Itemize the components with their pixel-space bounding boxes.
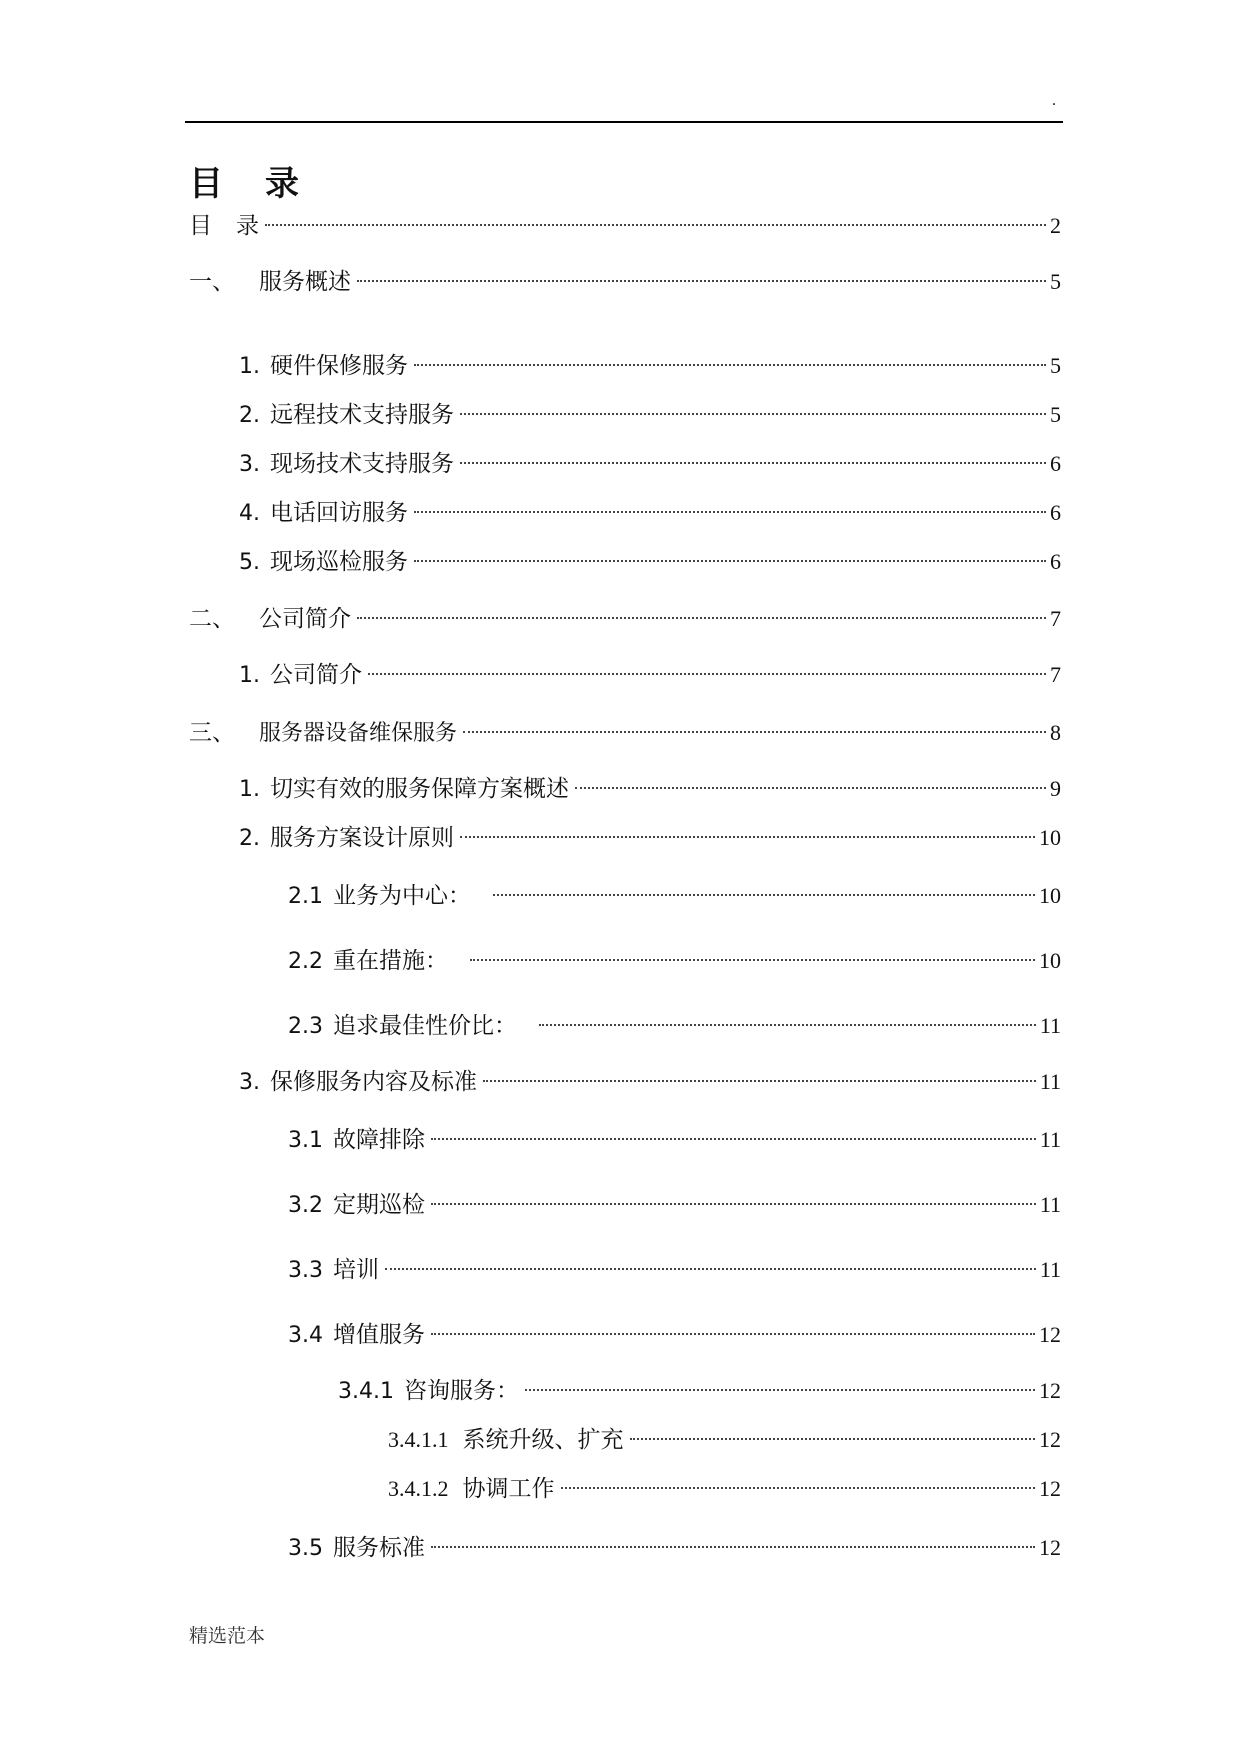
toc-entry-title: 切实有效的服务保障方案概述 xyxy=(270,776,569,802)
toc-entry-title: 服务概述 xyxy=(259,269,351,295)
dot-leader xyxy=(368,673,1046,675)
toc-entry-3[interactable] xyxy=(189,717,1061,749)
header-rule xyxy=(185,121,1063,123)
toc-entry-page: 12 xyxy=(1039,1427,1061,1452)
toc-entry-page: 11 xyxy=(1039,1127,1061,1152)
toc-entry-page: 8 xyxy=(1050,720,1061,745)
dot-leader xyxy=(483,1080,1036,1082)
toc-entry-number: 3. xyxy=(239,1070,260,1095)
dot-leader xyxy=(539,1024,1036,1026)
toc-entry-number: 1. xyxy=(239,663,260,688)
toc-entry-number: 3.2 xyxy=(288,1193,323,1218)
toc-entry-number: 5. xyxy=(239,550,260,575)
dot-leader xyxy=(575,787,1046,789)
toc-entry-title: 服务器设备维保服务 xyxy=(259,721,458,746)
dot-leader xyxy=(525,1389,1035,1391)
toc-entry-page: 11 xyxy=(1039,1257,1061,1282)
toc-entry-page: 5 xyxy=(1050,353,1061,378)
toc-entry-number: 1. xyxy=(239,777,260,802)
toc-entry-3-2[interactable] xyxy=(239,822,1061,854)
dot-leader xyxy=(630,1438,1036,1440)
toc-entry-title: 电话回访服务 xyxy=(270,500,408,526)
toc-entry-title: 现场巡检服务 xyxy=(270,549,408,575)
toc-entry-page: 12 xyxy=(1039,1535,1061,1560)
toc-entry-1[interactable] xyxy=(189,266,1061,298)
toc-entry-number: 2. xyxy=(239,826,260,851)
toc-entry-3-3-1[interactable] xyxy=(288,1124,1061,1156)
toc-entry-1-1[interactable] xyxy=(239,350,1061,382)
dot-leader xyxy=(460,413,1046,415)
toc-entry-page: 5 xyxy=(1050,269,1061,294)
toc-entry-title: 保修服务内容及标准 xyxy=(270,1069,477,1095)
toc-entry-3-3[interactable] xyxy=(239,1066,1061,1098)
toc-entry-3-2-2[interactable] xyxy=(288,945,1061,977)
toc-entry-number: 2.2 xyxy=(288,949,323,974)
header-mark: . xyxy=(1052,92,1056,109)
dot-leader xyxy=(414,560,1046,562)
toc-entry-3-2-3[interactable] xyxy=(288,1010,1061,1042)
dot-leader xyxy=(357,617,1046,619)
toc-entry-number: 2.3 xyxy=(288,1014,323,1039)
toc-entry-page: 10 xyxy=(1039,948,1061,973)
toc-entry-title: 培训 xyxy=(333,1257,379,1283)
toc-entry-page: 9 xyxy=(1050,776,1061,801)
dot-leader xyxy=(493,894,1035,896)
dot-leader xyxy=(460,836,1035,838)
toc-entry-title: 业务为中心： xyxy=(333,883,471,909)
toc-entry-number: 1. xyxy=(239,354,260,379)
toc-entry-3-3-3[interactable] xyxy=(288,1254,1061,1286)
dot-leader xyxy=(561,1487,1036,1489)
toc-entry-title: 系统升级、扩充 xyxy=(462,1427,624,1453)
toc-entry-page: 5 xyxy=(1050,402,1061,427)
dot-leader xyxy=(265,224,1046,226)
dot-leader xyxy=(431,1138,1036,1140)
toc-entry-number: 2. xyxy=(239,403,260,428)
toc-entry-title: 服务方案设计原则 xyxy=(270,825,454,851)
toc-entry-2[interactable] xyxy=(189,603,1061,635)
dot-leader xyxy=(414,364,1046,366)
toc-entry-1-2[interactable] xyxy=(239,399,1061,431)
toc-entry-3-3-4-1-1[interactable] xyxy=(388,1424,1061,1456)
toc-entry-number: 4. xyxy=(239,501,260,526)
toc-entry-title: 公司简介 xyxy=(270,662,362,688)
toc-entry-3-1[interactable] xyxy=(239,773,1061,805)
toc-entry-number: 2.1 xyxy=(288,884,323,909)
toc-entry-page: 10 xyxy=(1039,825,1061,850)
toc-entry-3-3-2[interactable] xyxy=(288,1189,1061,1221)
toc-entry-title: 追求最佳性价比： xyxy=(333,1013,517,1039)
toc-entry-number: 3.4.1.1 xyxy=(388,1427,449,1452)
toc-entry-title: 咨询服务： xyxy=(403,1378,519,1404)
toc-entry-title: 协调工作 xyxy=(462,1476,555,1502)
toc-entry-page: 12 xyxy=(1039,1476,1061,1501)
toc-entry-number: 3.5 xyxy=(288,1536,323,1561)
toc-entry-mulu[interactable] xyxy=(189,210,1061,242)
footer-label: 精选范本 xyxy=(189,1625,266,1647)
toc-entry-3-3-4-1[interactable] xyxy=(338,1375,1061,1407)
toc-entry-number: 3.3 xyxy=(288,1258,323,1283)
toc-entry-3-3-5[interactable] xyxy=(288,1532,1061,1564)
toc-entry-number: 三、 xyxy=(189,720,235,746)
dot-leader xyxy=(431,1333,1035,1335)
toc-entry-page: 6 xyxy=(1050,549,1061,574)
toc-entry-page: 11 xyxy=(1039,1192,1061,1217)
toc-entry-title: 硬件保修服务 xyxy=(270,353,408,379)
toc-entry-title: 现场技术支持服务 xyxy=(270,451,454,477)
toc-entry-number: 3. xyxy=(239,452,260,477)
toc-entry-3-3-4[interactable] xyxy=(288,1319,1061,1351)
toc-entry-page: 12 xyxy=(1039,1378,1061,1403)
dot-leader xyxy=(414,511,1046,513)
dot-leader xyxy=(431,1203,1036,1205)
dot-leader xyxy=(463,731,1046,733)
dot-leader xyxy=(385,1268,1036,1270)
dot-leader xyxy=(470,959,1035,961)
toc-entry-2-1[interactable] xyxy=(239,659,1061,691)
toc-entry-number: 3.4.1.2 xyxy=(388,1476,449,1501)
toc-entry-title: 增值服务 xyxy=(333,1322,425,1348)
toc-entry-page: 11 xyxy=(1039,1013,1061,1038)
toc-entry-1-4[interactable] xyxy=(239,497,1061,529)
toc-entry-title: 定期巡检 xyxy=(333,1192,425,1218)
toc-entry-3-3-4-1-2[interactable] xyxy=(388,1473,1061,1505)
toc-entry-number: 3.4.1 xyxy=(338,1379,394,1404)
toc-entry-number: 3.4 xyxy=(288,1323,323,1348)
toc-entry-title: 录 xyxy=(236,213,259,239)
page-title: 目 录 xyxy=(189,164,303,204)
dot-leader xyxy=(460,462,1046,464)
toc-entry-title: 公司简介 xyxy=(259,606,351,632)
dot-leader xyxy=(357,280,1046,282)
toc-entry-1-5[interactable] xyxy=(239,546,1061,578)
toc-entry-number: 目 xyxy=(189,213,212,239)
dot-leader xyxy=(431,1546,1035,1548)
toc-entry-page: 10 xyxy=(1039,883,1061,908)
toc-entry-number: 二、 xyxy=(189,606,235,632)
toc-entry-page: 11 xyxy=(1039,1069,1061,1094)
toc-entry-page: 2 xyxy=(1050,213,1061,238)
toc-entry-page: 7 xyxy=(1050,662,1061,687)
toc-entry-number: 一、 xyxy=(189,269,235,295)
toc-entry-page: 6 xyxy=(1050,451,1061,476)
toc-entry-page: 6 xyxy=(1050,500,1061,525)
toc-entry-title: 重在措施： xyxy=(333,948,448,974)
toc-entry-3-2-1[interactable] xyxy=(288,880,1061,912)
toc-entry-page: 12 xyxy=(1039,1322,1061,1347)
toc-entry-number: 3.1 xyxy=(288,1128,323,1153)
toc-entry-title: 服务标准 xyxy=(333,1535,425,1561)
toc-entry-1-3[interactable] xyxy=(239,448,1061,480)
toc-entry-title: 故障排除 xyxy=(333,1127,425,1153)
toc-entry-page: 7 xyxy=(1050,606,1061,631)
toc-entry-title: 远程技术支持服务 xyxy=(270,402,454,428)
